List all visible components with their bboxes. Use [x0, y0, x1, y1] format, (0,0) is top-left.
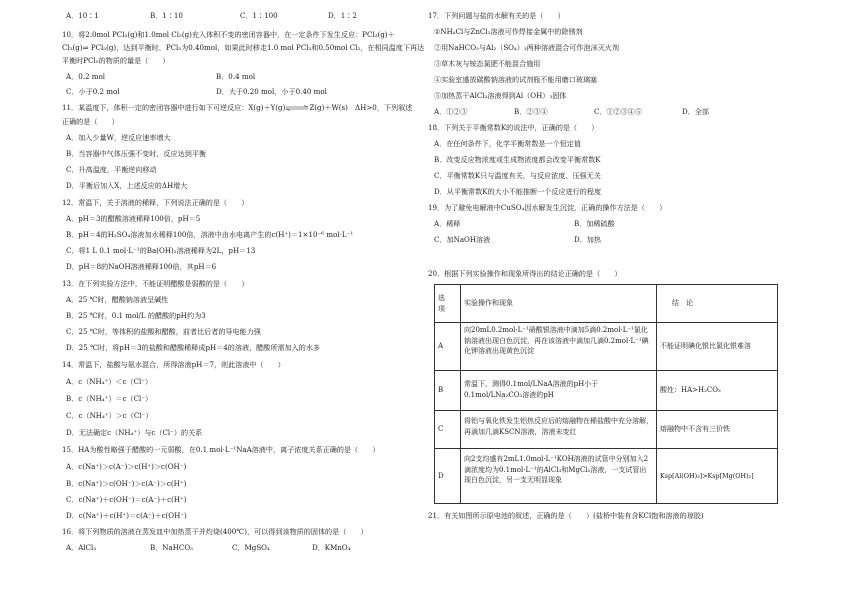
q12-option-b: B．pH＝4的H₂SO₄溶液加水稀释100倍，溶液中由水电离产生的c(H⁺)＝1×10⁻⁶ mol·L⁻¹ — [66, 230, 354, 239]
table-row-conclusion: 酸性：HA>H₂CO₃ — [656, 370, 778, 410]
table-row-operation: 向20mL0.2mol·L⁻¹硝酸银溶液中滴加5滴0.2mol·L⁻¹氯化钠溶液出现白色沉淀，再在该溶液中滴加几滴0.2mol·L⁻¹碘化钾溶液出现黄色沉淀 — [460, 322, 656, 370]
option-b: B．0.4 mol — [216, 72, 256, 81]
q11-option-b: B．当容器中气体压强不变时，反应达到平衡 — [66, 149, 206, 158]
q19-line-1: 19．为了避免电解液中CuSO₄因水解发生沉淀，正确的操作方法是（ ） — [428, 203, 667, 212]
q17-item-4: ④实验室盛放碳酸钠溶液的试剂瓶不能用磨口玻璃塞 — [434, 75, 598, 84]
header-option: 选项 — [434, 284, 460, 322]
option-d: D．全部 — [682, 107, 709, 116]
option-c: C．小于0.2 mol — [66, 87, 120, 96]
q21-line-1: 21．有关如图所示原电池的叙述，正确的是（ ）(盐桥中装有含KCl饱和溶液的琼胶) — [428, 511, 704, 520]
option-d: D．1∶2 — [328, 11, 357, 20]
option-b: B．②③④ — [514, 107, 548, 116]
q11-option-c: C．升高温度，平衡逆向移动 — [66, 165, 157, 174]
q18-option-c: C．平衡常数K只与温度有关，与反应浓度、压强无关 — [434, 171, 601, 180]
table-row-key: B — [434, 370, 460, 410]
option-b: B．1∶10 — [150, 11, 183, 20]
table-row-key: D — [434, 448, 460, 504]
q12-option-a: A．pH＝3的醋酸溶液稀释100倍，pH＝5 — [66, 214, 201, 223]
q15-line-1: 15．HA为酸性略强于醋酸的一元弱酸，在0.1 mol·L⁻¹NaA溶液中，离子浓度关系正确的是（ ） — [62, 445, 380, 454]
table-row-key: C — [434, 410, 460, 448]
q10-line-1: 10．将2.0mol PCl₃(g)和1.0mol Cl₂(g)充入体积不变的密闭容器中，在一定条件下发生反应：PCl₃(g)＋ — [62, 30, 395, 39]
option-b: B．NaHCO₃ — [150, 543, 194, 552]
option-c: C．加NaOH溶液 — [434, 235, 491, 244]
option-b: B．加稀硫酸 — [574, 219, 615, 228]
q11-line-1 — [62, 103, 412, 113]
q14-option-a: A．c（NH₄⁺）＜c（Cl⁻） — [66, 377, 153, 386]
q11-line-2: 正确的是（ ） — [62, 117, 119, 126]
header-operation: 实验操作和现象 — [460, 284, 656, 322]
q10-line-2: Cl₂(g)⇌ PCl₅(g)，达到平衡时，PCl₅为0.40mol，如果此时移走1.0 mol PCl₃和0.50mol Cl₂，在相同温度下再达 — [62, 43, 425, 52]
q11-option-a: A．加入少量W，逆反应速率增大 — [66, 133, 171, 142]
option-d: D．KMnO₄ — [312, 543, 351, 552]
table-row-operation: 将铝与氧化铁发生铝热反应后的熔融物在稀盐酸中充分溶解，再滴加几滴KSCN溶液，溶液未变红 — [460, 410, 656, 448]
q17-item-2: ②用NaHCO₃与Al₂（SO₄）₃两种溶液混合可作泡沫灭火剂 — [434, 43, 619, 52]
q13-line-1: 13．在下列实验方法中，不能证明醋酸是弱酸的是（ ） — [62, 279, 249, 288]
q18-line-1: 18．下列关于平衡常数K的说法中，正确的是（ ） — [428, 123, 599, 132]
q14-option-d: D．无法确定c（NH₄⁺）与c（Cl⁻）的关系 — [66, 428, 203, 437]
table-row-conclusion: 熔融物中不含有三价铁 — [656, 410, 778, 448]
header-conclusion: 结 论 — [656, 284, 778, 322]
q13-option-c: C．25 ℃时，等体积的盐酸和醋酸，前者比后者的导电能力强 — [66, 327, 261, 336]
q13-option-b: B．25 ℃时，0.1 mol/L 的醋酸的pH约为3 — [66, 311, 206, 320]
q11-line-1-part2: Z(g)＋W(s) ΔH>0，下列叙述 — [309, 103, 413, 112]
q11-option-d: D．平衡后加入X，上述反应的ΔH增大 — [66, 181, 188, 190]
q12-line-1: 12．常温下，关于溶液的稀释，下列说法正确的是（ ） — [62, 198, 249, 207]
q11-line-1-part1: 11．某温度下，体积一定的密闭容器中进行如下可逆反应：X(g)＋Y(g) — [62, 103, 286, 112]
option-a: A．0.2 mol — [66, 72, 106, 81]
equilibrium-arrow-icon — [285, 105, 309, 111]
q16-line-1: 16．将下列物质的溶液在蒸发皿中加热蒸干并灼烧(400℃)，可以得到该物质的固体的是（ ） — [62, 527, 368, 536]
q17-item-1: ①NH₄Cl与ZnCl₂溶液可作焊接金属中的除锈剂 — [434, 27, 583, 36]
option-c: C．①②③④⑤ — [594, 107, 642, 116]
table-row-operation: 常温下，测得0.1mol/LNaA溶液的pH小于0.1mol/LNa₂CO₃溶液的pH — [460, 370, 656, 410]
q15-option-b: B．c(Na⁺)＞c(OH⁻)＞c(A⁻)＞c(H⁺) — [66, 479, 187, 488]
option-a: A．①②③ — [434, 107, 468, 116]
option-a: A．AlCl₃ — [66, 543, 97, 552]
q18-option-a: A．在任何条件下，化学平衡常数是一个恒定值 — [434, 139, 581, 148]
table-row-conclusion: Ksp[Al(OH)₃]>Ksp[Mg(OH)₂] — [656, 448, 778, 504]
option-d: D．大于0.20 mol，小于0.40 mol — [216, 87, 327, 96]
q18-option-d: D．从平衡常数K的大小不能推断一个反应进行的程度 — [434, 187, 602, 196]
option-d: D．加热 — [574, 235, 601, 244]
table-row-key: A — [434, 322, 460, 370]
q17-item-5: ⑤加热蒸干AlCl₃溶液得到Al（OH）₃固体 — [434, 91, 567, 100]
q10-line-3: 平衡时PCl₅的物质的量是（ ） — [62, 56, 170, 65]
q14-option-b: B．c（NH₄⁺）＝c（Cl⁻） — [66, 394, 153, 403]
option-a: A．稀释 — [434, 219, 461, 228]
q17-line-1: 17．下列问题与盐的水解有关的是（ ） — [428, 11, 565, 20]
q13-option-d: D．25 ℃时，将pH＝3的盐酸和醋酸稀释成pH＝4的溶液，醋酸所需加入的水多 — [66, 343, 321, 352]
q13-option-a: A．25 ℃时，醋酸钠溶液呈碱性 — [66, 295, 169, 304]
experiment-table — [434, 284, 778, 504]
q17-item-3: ③草木灰与铵态氮肥不能混合施用 — [434, 59, 541, 68]
q15-option-c: C．c(Na⁺)＋c(OH⁻)＝c(A⁻)＋c(H⁺) — [66, 495, 187, 504]
option-a: A．10∶1 — [66, 11, 99, 20]
q20-line-1: 20．根据下列实验操作和现象所得出的结论正确的是（ ） — [428, 269, 622, 278]
q14-line-1: 14．常温下，盐酸与氨水混合，所得溶液pH＝7，则此溶液中（ ） — [62, 360, 285, 369]
q14-option-c: C．c（NH₄⁺）＞c（Cl⁻） — [66, 411, 153, 420]
q15-option-a: A．c(Na⁺)＞c(A⁻)＞c(H⁺)＞c(OH⁻) — [66, 462, 187, 471]
q12-option-c: C．将1 L 0.1 mol·L⁻¹的Ba(OH)₂溶液稀释为2L，pH＝13 — [66, 246, 256, 255]
q15-option-d: D．c(Na⁺)＋c(H⁺)＝c(A⁻)＋c(OH⁻) — [66, 511, 187, 520]
option-c: C．MgSO₄ — [232, 543, 270, 552]
table-row-operation: 向2支均盛有2mL1.0mol·L⁻¹KOH溶液的试管中分别加入2滴浓度均为0.1mol·L⁻¹的AlCl₃和MgCl₂溶液，一支试管出现白色沉淀，另一支无明显现象 — [460, 448, 656, 504]
option-c: C．1∶100 — [240, 11, 278, 20]
q18-option-b: B．改变反应物浓度或生成物浓度都会改变平衡常数K — [434, 155, 601, 164]
q12-option-d: D．pH＝8的NaOH溶液稀释100倍，其pH＝6 — [66, 262, 217, 271]
table-row-conclusion: 不能证明碘化银比氯化银难溶 — [656, 322, 778, 370]
